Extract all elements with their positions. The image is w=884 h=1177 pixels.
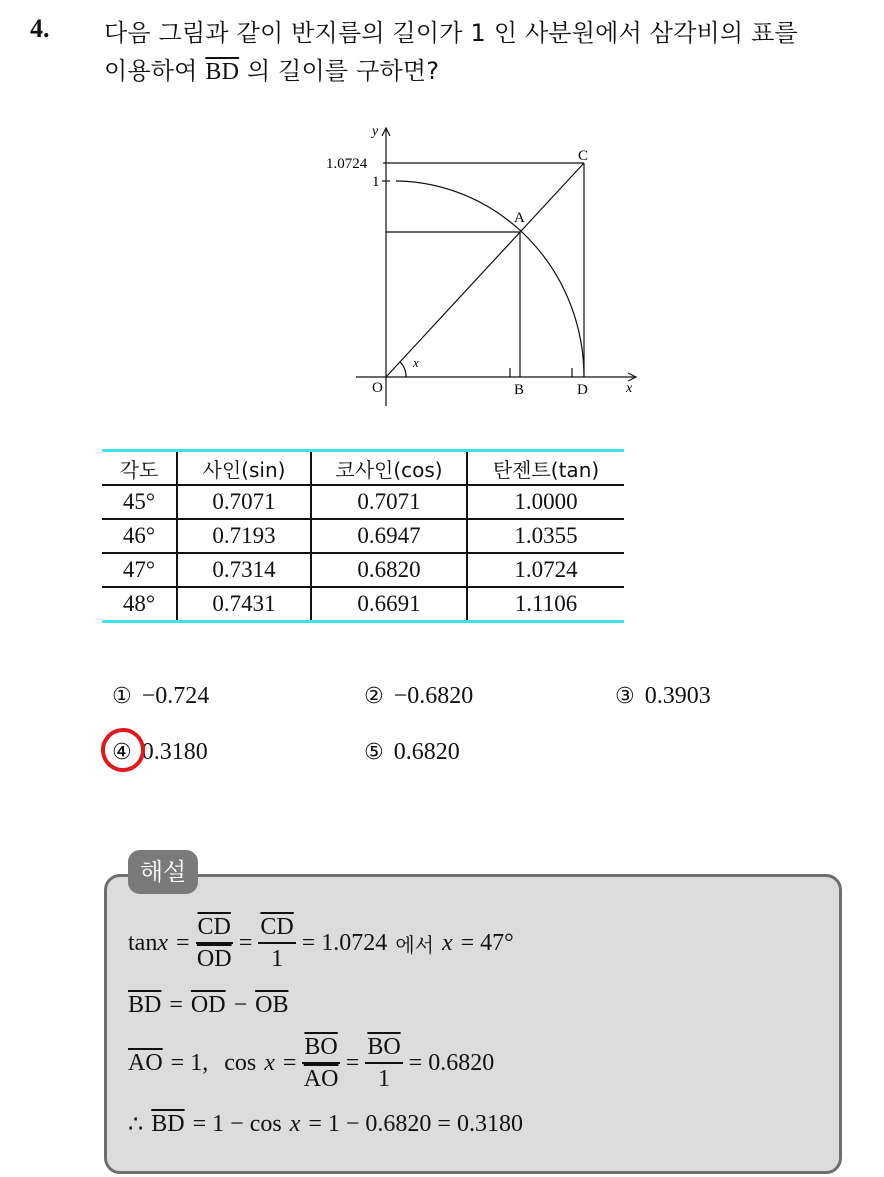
cell-tan: 1.0724: [467, 553, 624, 587]
cell-cos: 0.6820: [311, 553, 467, 587]
point-a: A: [514, 210, 525, 226]
table-row: [102, 587, 624, 622]
point-c: C: [578, 148, 589, 164]
cell-sin: 0.7071: [177, 485, 311, 519]
tick-label-1: 1: [372, 174, 380, 190]
question-line-2: [104, 52, 874, 91]
cell-tan: 1.0355: [467, 519, 624, 553]
question-line-1: 다음 그림과 같이 반지름의 길이가 1 인 사분원에서 삼각비의 표를: [104, 19, 798, 47]
angle-arc: [400, 362, 406, 377]
cell-cos: 0.7071: [311, 485, 467, 519]
choice-2[interactable]: ② −0.6820: [364, 683, 474, 709]
header-tan: 탄젠트(tan): [467, 451, 624, 486]
table-row: [102, 519, 624, 553]
choice-3[interactable]: ③ 0.3903: [615, 683, 711, 709]
choice-1[interactable]: ① −0.724: [112, 683, 210, 709]
x-label: x: [626, 381, 633, 396]
oc-line: [386, 163, 584, 377]
quarter-circle-figure: [318, 118, 648, 408]
trig-table: [102, 449, 624, 623]
quarter-arc: [396, 181, 584, 377]
cell-sin: 0.7431: [177, 587, 311, 622]
point-d: D: [577, 382, 588, 398]
table-row: [102, 553, 624, 587]
solution-line-3: $\overline{AO}$ = 1, cos x = $\frac{\overline{BO}}{AO}$ = $\frac{\overline{BO}}{1}$ = 0.6820: [128, 1034, 495, 1092]
table-row: [102, 485, 624, 519]
angle-label: x: [413, 355, 419, 370]
cell-cos: 0.6947: [311, 519, 467, 553]
answer-circle-mark: [96, 723, 150, 777]
cell-angle: 48°: [102, 587, 177, 622]
fraction-cd-1: $\frac{\overline{CD}}{1}$: [260, 914, 294, 972]
question-line-2-post: 의 길이를 구하면?: [239, 57, 440, 85]
solution-line-4: ∴ $\overline{BD}$ = 1 − cos x = 1 − 0.6820 = 0.3180: [128, 1111, 523, 1138]
choice-5[interactable]: ⑤ 0.6820: [364, 739, 460, 765]
cell-angle: 47°: [102, 553, 177, 587]
question-number: 4.: [30, 14, 50, 43]
header-angle: 각도: [102, 451, 177, 486]
cell-tan: 1.1106: [467, 587, 624, 622]
header-sin: 사인(sin): [177, 451, 311, 486]
question-text: [104, 14, 874, 91]
header-cos: 코사인(cos): [311, 451, 467, 486]
point-b: B: [514, 382, 525, 398]
table-header-row: [102, 451, 624, 486]
point-o: O: [372, 380, 383, 396]
y-label: y: [372, 124, 379, 139]
fraction-bo-ao: $\frac{\overline{BO}}{AO}$: [303, 1034, 339, 1092]
fraction-cd-od: $\frac{\overline{CD}}{OD}$: [196, 914, 232, 972]
segment-bd: $\overline{BD}$: [205, 59, 240, 85]
solution-line-1: tan x = $\frac{\overline{CD}}{OD}$ = $\frac{\overline{CD}}{1}$ = 1.0724 에서 x = 47°: [128, 914, 514, 972]
cell-angle: 45°: [102, 485, 177, 519]
solution-tag: 해설: [128, 850, 198, 894]
cell-sin: 0.7314: [177, 553, 311, 587]
solution-line-2: $\overline{BD}$ = $\overline{OD}$ − $\overline{OB}$: [128, 992, 289, 1018]
cell-sin: 0.7193: [177, 519, 311, 553]
fraction-bo-1: $\frac{\overline{BO}}{1}$: [367, 1034, 401, 1092]
question-line-2-pre: 이용하여: [104, 57, 206, 85]
cell-cos: 0.6691: [311, 587, 467, 622]
choice-4[interactable]: ④ 0.3180: [112, 739, 208, 765]
cell-tan: 1.0000: [467, 485, 624, 519]
tick-label-c: 1.0724: [326, 156, 368, 172]
cell-angle: 46°: [102, 519, 177, 553]
